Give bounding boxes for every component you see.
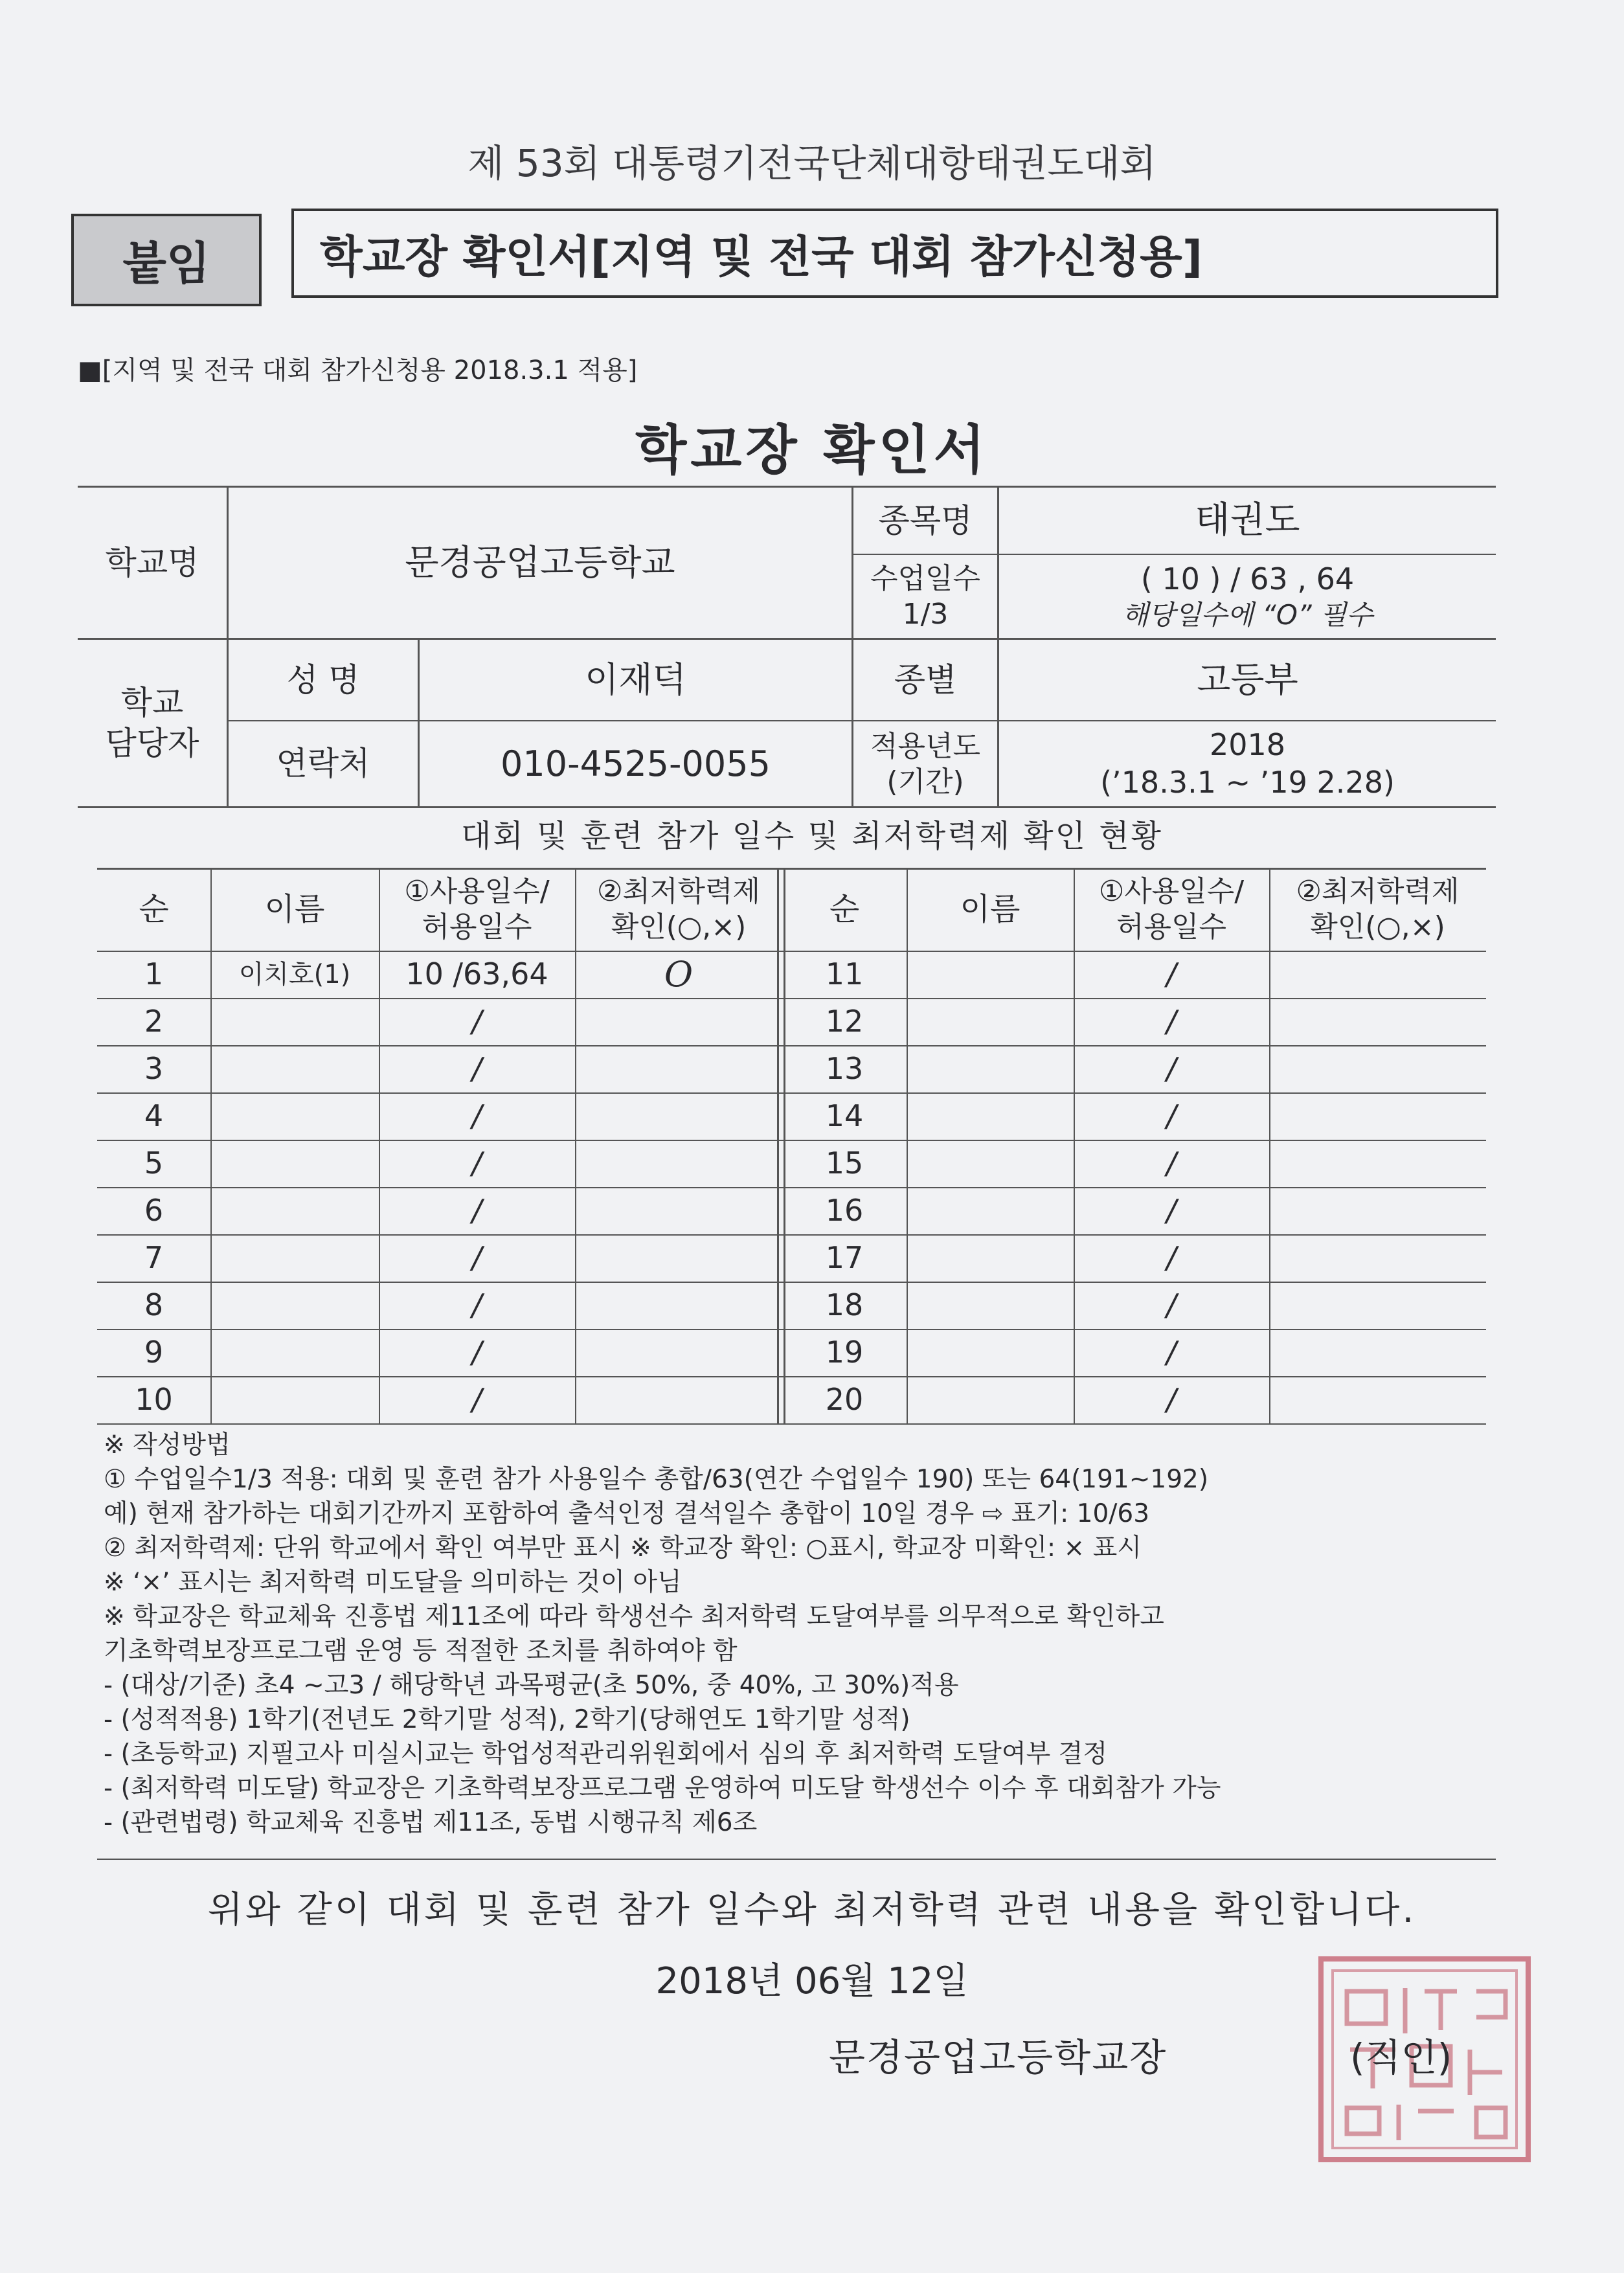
row-academic bbox=[1269, 1376, 1486, 1423]
row-name bbox=[907, 1282, 1074, 1329]
row-academic bbox=[575, 1234, 782, 1282]
instruction-line: ① 수업일수1/3 적용: 대회 및 훈련 참가 사용일수 총합/63(연간 수업일수 190) 또는 64(191~192) bbox=[104, 1465, 1209, 1494]
row-number: 20 bbox=[825, 1381, 864, 1417]
row-name bbox=[907, 1140, 1074, 1187]
row-number: 11 bbox=[825, 956, 864, 991]
confirmation-text: 위와 같이 대회 및 훈련 참가 일수와 최저학력 관련 내용을 확인합니다. bbox=[207, 1889, 1417, 1931]
row-days: / bbox=[1166, 1003, 1177, 1039]
row-days: / bbox=[1166, 1145, 1177, 1181]
row-academic bbox=[1269, 1045, 1486, 1092]
instruction-line: - (대상/기준) 초4 ~고3 / 해당학년 과목평균(초 50%, 중 40%, 고 30%)적용 bbox=[104, 1671, 959, 1700]
date: 2018년 06월 12일 bbox=[655, 1960, 969, 2002]
row-number: 4 bbox=[144, 1098, 164, 1133]
row-academic: O bbox=[664, 953, 694, 995]
row-number: 2 bbox=[144, 1003, 164, 1039]
header-academic: ②최저학력제 확인(○,×) bbox=[1296, 875, 1460, 944]
form-title: 학교장 확인서[지역 및 전국 대회 참가신청용] bbox=[291, 209, 1498, 298]
row-name: 이치호(1) bbox=[238, 959, 351, 989]
row-number: 12 bbox=[825, 1003, 864, 1039]
row-name bbox=[907, 1234, 1074, 1282]
row-number: 18 bbox=[825, 1287, 864, 1322]
class-days-note: 해당일수에 “O” 필수 bbox=[1122, 598, 1373, 631]
row-days: / bbox=[471, 1098, 482, 1133]
row-number: 7 bbox=[144, 1239, 164, 1275]
row-number: 8 bbox=[144, 1287, 164, 1322]
instruction-line: - (최저학력 미도달) 학교장은 기초학력보장프로그램 운영하여 미도달 학생선수 이수 후 대회참가 가능 bbox=[104, 1774, 1221, 1803]
row-number: 16 bbox=[825, 1192, 864, 1228]
row-academic bbox=[575, 998, 782, 1045]
row-academic bbox=[575, 1045, 782, 1092]
row-days: / bbox=[1166, 1192, 1177, 1228]
row-name bbox=[210, 1376, 379, 1423]
row-days: / bbox=[1166, 1239, 1177, 1275]
instruction-line: ※ ‘×’ 표시는 최저학력 미도달을 의미하는 것이 아님 bbox=[104, 1568, 682, 1597]
row-academic bbox=[1269, 1329, 1486, 1376]
row-academic bbox=[1269, 1187, 1486, 1234]
row-name bbox=[210, 1234, 379, 1282]
header-days: ①사용일수/ 허용일수 bbox=[404, 875, 550, 944]
row-number: 15 bbox=[825, 1145, 864, 1181]
row-academic bbox=[575, 1376, 782, 1423]
instruction-line: ② 최저학력제: 단위 학교에서 확인 여부만 표시 ※ 학교장 확인: ○표시, 학교장 미확인: × 표시 bbox=[104, 1533, 1142, 1563]
instruction-line: 예) 현재 참가하는 대회기간까지 포함하여 출석인정 결석일수 총합이 10일 경우 ⇨ 표기: 10/63 bbox=[104, 1499, 1150, 1528]
instruction-line: - (초등학교) 지필고사 미실시교는 학업성적관리위원회에서 심의 후 최저학력 도달여부 결정 bbox=[104, 1739, 1108, 1769]
year-label: 적용년도 (기간) bbox=[870, 729, 980, 798]
row-number: 6 bbox=[144, 1192, 164, 1228]
row-name bbox=[907, 1329, 1074, 1376]
row-days: / bbox=[471, 1381, 482, 1417]
instruction-line: - (성적적용) 1학기(전년도 2학기말 성적), 2학기(당해연도 1학기말 성적) bbox=[104, 1705, 910, 1734]
row-days: / bbox=[1166, 1050, 1177, 1086]
row-days: / bbox=[1166, 1287, 1177, 1322]
row-academic bbox=[1269, 1140, 1486, 1187]
row-days: / bbox=[1166, 1381, 1177, 1417]
row-number: 17 bbox=[825, 1239, 864, 1275]
row-number: 3 bbox=[144, 1050, 164, 1086]
row-name bbox=[210, 1140, 379, 1187]
row-name bbox=[210, 998, 379, 1045]
class-days-label: 수업일수 1/3 bbox=[870, 562, 980, 631]
name-value: 이재덕 bbox=[585, 659, 686, 701]
event-title: 제 53회 대통령기전국단체대항태권도대회 bbox=[468, 141, 1156, 185]
event-value: 태권도 bbox=[1195, 499, 1300, 541]
header-no: 순 bbox=[139, 891, 169, 927]
row-days: / bbox=[1166, 956, 1177, 991]
row-academic bbox=[575, 1140, 782, 1187]
name-label: 성 명 bbox=[286, 661, 360, 699]
instruction-line: ※ 학교장은 학교체육 진흥법 제11조에 따라 학생선수 최저학력 도달여부를 의무적으로 확인하고 bbox=[104, 1602, 1164, 1631]
row-name bbox=[210, 1045, 379, 1092]
row-days: / bbox=[1166, 1334, 1177, 1370]
row-academic bbox=[1269, 1092, 1486, 1140]
row-days: / bbox=[1166, 1098, 1177, 1133]
row-days: / bbox=[471, 1334, 482, 1370]
row-days: / bbox=[471, 1145, 482, 1181]
category-value: 고등부 bbox=[1197, 659, 1298, 701]
contact-label: 연락처 bbox=[276, 745, 370, 783]
row-name bbox=[907, 998, 1074, 1045]
header-no: 순 bbox=[829, 891, 860, 927]
row-name bbox=[210, 1187, 379, 1234]
contact-value: 010-4525-0055 bbox=[501, 743, 771, 784]
class-days-cell bbox=[999, 555, 1496, 638]
row-name bbox=[907, 1092, 1074, 1140]
row-number: 13 bbox=[825, 1050, 864, 1086]
row-number: 9 bbox=[144, 1334, 164, 1370]
event-label: 종목명 bbox=[878, 501, 973, 539]
row-academic bbox=[1269, 1282, 1486, 1329]
row-days: / bbox=[471, 1050, 482, 1086]
row-name bbox=[210, 1282, 379, 1329]
principal-title: 문경공업고등학교장 bbox=[829, 2035, 1167, 2079]
instructions bbox=[104, 1428, 1528, 1840]
year-value: 2018 bbox=[1209, 727, 1286, 762]
row-days: / bbox=[471, 1003, 482, 1039]
form-note: ■[지역 및 전국 대회 참가신청용 2018.3.1 적용] bbox=[78, 356, 638, 385]
year-cell bbox=[999, 721, 1496, 806]
row-number: 5 bbox=[144, 1145, 164, 1181]
row-name bbox=[907, 951, 1074, 998]
row-name bbox=[907, 1045, 1074, 1092]
row-number: 19 bbox=[825, 1334, 864, 1370]
header-name: 이름 bbox=[264, 891, 325, 927]
instruction-line: - (관련법령) 학교체육 진흥법 제11조, 동법 시행규칙 제6조 bbox=[104, 1808, 758, 1837]
row-days: / bbox=[471, 1192, 482, 1228]
row-name bbox=[907, 1187, 1074, 1234]
row-academic bbox=[575, 1092, 782, 1140]
header-academic: ②최저학력제 확인(○,×) bbox=[597, 875, 760, 944]
row-number: 10 bbox=[135, 1381, 173, 1417]
main-title: 학교장 확인서 bbox=[635, 420, 989, 481]
school-value: 문경공업고등학교 bbox=[405, 542, 675, 583]
row-academic bbox=[1269, 998, 1486, 1045]
row-name bbox=[210, 1329, 379, 1376]
category-label: 종별 bbox=[894, 661, 957, 699]
class-days-value: ( 10 ) / 63 , 64 bbox=[1140, 561, 1355, 596]
row-days: / bbox=[471, 1287, 482, 1322]
instruction-line: ※ 작성방법 bbox=[104, 1431, 231, 1460]
row-academic bbox=[575, 1329, 782, 1376]
section-title: 대회 및 훈련 참가 일수 및 최저학력제 확인 현황 bbox=[460, 818, 1164, 854]
header-name: 이름 bbox=[960, 891, 1021, 927]
year-period: (’18.3.1 ~ ’19 2.28) bbox=[1100, 764, 1395, 800]
row-academic bbox=[1269, 951, 1486, 998]
row-days: 10 /63,64 bbox=[405, 956, 548, 991]
attachment-tag: 붙임 bbox=[71, 214, 262, 306]
seal-label: (직인) bbox=[1350, 2035, 1452, 2079]
row-number: 1 bbox=[144, 956, 164, 991]
instruction-line: 기초학력보장프로그램 운영 등 적절한 조치를 취하여야 함 bbox=[104, 1636, 738, 1666]
row-name bbox=[907, 1376, 1074, 1423]
row-name bbox=[210, 1092, 379, 1140]
row-number: 14 bbox=[825, 1098, 864, 1133]
row-academic bbox=[575, 1187, 782, 1234]
row-days: / bbox=[471, 1239, 482, 1275]
row-academic bbox=[575, 1282, 782, 1329]
manager-label: 학교 담당자 bbox=[105, 684, 199, 762]
header-days: ①사용일수/ 허용일수 bbox=[1098, 875, 1245, 944]
row-academic bbox=[1269, 1234, 1486, 1282]
school-label: 학교명 bbox=[105, 543, 199, 582]
